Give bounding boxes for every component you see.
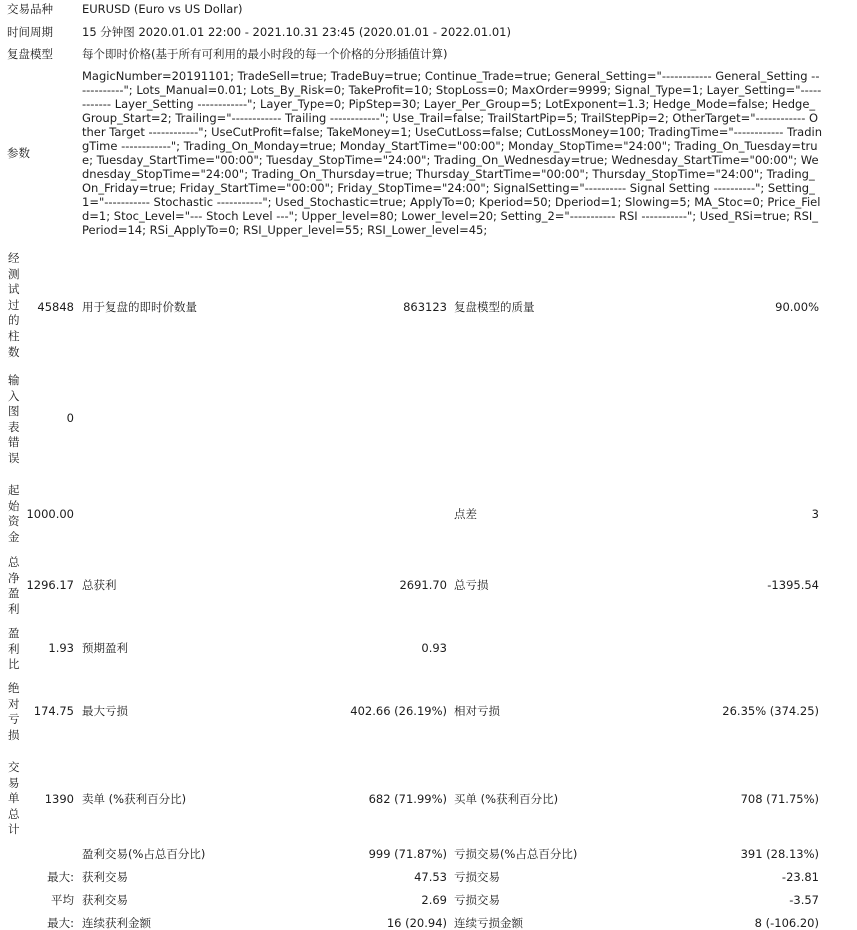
quality-label: 复盘模型的质量	[454, 300, 535, 314]
model-label: 复盘模型	[7, 47, 53, 61]
consecutive-wins-label: 连续获利金额	[82, 916, 151, 930]
deposit-label: 起始资金	[8, 483, 20, 544]
params-value: MagicNumber=20191101; TradeSell=true; TradeBuy=true; Continue_Trade=true; General_Setting="------------ General_Setting ------------"; Lots_Manual=0.01; Lots_By_Risk=0; TakeProfit=10; StopLoss=0; MaxOrder=9999; Signal_Type=1; Layer_Setting="------------ Layer_Setting ------------"; Layer_Type=0; PipStep=30; Layer_Per_Group=5; LotExponent=1.3; Hedge_Mode=false; Hedge_Group_Start=2; Trailing="------------ Trailing ------------"; Use_Trail=false; TrailStartPip=5; TrailStepPip=2; OtherTarget="------------ Other Target ------------"; UseCutProfit=false; TakeMoney=1; UseCutLoss=false; CutLossMoney=100; TradingTime="------------ TradingTime ------------"; Trading_On_Monday=true; Monday_StartTime="00:00"; Monday_StopTime="24:00"; Trading_On_Tuesday=true; Tuesday_StartTime="00:00"; Tuesday_StopTime="24:00"; Trading_On_Wednesday=true; Wednesday_StartTime="00:00"; Wednesday_StopTime="24:00"; Trading_On_Thursday=true; Thursday_StartTime="00:00"; Thursday_StopTime="24:00"; Trading_On_Friday=true; Friday_StartTime="00:00"; Friday_StopTime="24:00"; SignalSetting="---------- Signal Setting ----------"; Setting_1="----------- Stochastic -----------"; Used_Stochastic=true; ApplyTo=0; Kperiod=50; Dperiod=1; Slowing=5; MA_Stoc=0; Price_Field=1; Stoc_Level="--- Stoch Level ---"; Upper_level=80; Lower_level=20; Setting_2="----------- RSI -----------"; Used_RSi=true; RSI_Period=14; RSi_ApplyTo=0; RSI_Upper_level=55; RSI_Lower_level=45;	[82, 69, 822, 237]
bars-label: 经测试过的柱数	[8, 251, 20, 359]
average-profit-value: 2.69	[421, 893, 447, 907]
largest-prefix: 最大:	[47, 870, 74, 884]
model-value: 每个即时价格(基于所有可利用的最小时段的每一个价格的分形插值计算)	[82, 47, 448, 61]
max-drawdown-value: 402.66 (26.19%)	[350, 704, 447, 718]
average-loss-label: 亏损交易	[454, 893, 500, 907]
average-profit-label: 获利交易	[82, 893, 128, 907]
spread-value: 3	[811, 507, 819, 521]
quality-value: 90.00%	[775, 300, 819, 314]
bars-value: 45848	[37, 300, 74, 314]
max-drawdown-label: 最大亏损	[82, 704, 128, 718]
abs-drawdown-value: 174.75	[33, 704, 74, 718]
profit-factor-value: 1.93	[48, 641, 74, 655]
loss-trades-value: 391 (28.13%)	[740, 847, 819, 861]
net-profit-value: 1296.17	[26, 578, 74, 592]
profit-factor-label: 盈利比	[8, 626, 20, 672]
period-label: 时间周期	[7, 25, 53, 39]
deposit-value: 1000.00	[26, 507, 74, 521]
abs-drawdown-label: 绝对亏损	[8, 681, 20, 742]
params-label: 参数	[7, 146, 30, 160]
largest-loss-value: -23.81	[781, 870, 819, 884]
profit-trades-label: 盈利交易(%占总百分比)	[82, 847, 206, 861]
total-trades-value: 1390	[44, 792, 74, 806]
rel-drawdown-label: 相对亏损	[454, 704, 500, 718]
short-trades-value: 682 (71.99%)	[368, 792, 447, 806]
ticks-label: 用于复盘的即时价数量	[82, 300, 197, 314]
gross-loss-value: -1395.54	[767, 578, 819, 592]
expected-payoff-value: 0.93	[421, 641, 447, 655]
spread-label: 点差	[454, 507, 477, 521]
long-trades-label: 买单 (%获利百分比)	[454, 792, 559, 806]
long-trades-value: 708 (71.75%)	[740, 792, 819, 806]
max-consecutive-prefix: 最大:	[47, 916, 74, 930]
consecutive-wins-value: 16 (20.94)	[386, 916, 447, 930]
gross-profit-label: 总获利	[82, 578, 117, 592]
largest-loss-label: 亏损交易	[454, 870, 500, 884]
gross-profit-value: 2691.70	[399, 578, 447, 592]
consecutive-losses-label: 连续亏损金额	[454, 916, 523, 930]
rel-drawdown-value: 26.35% (374.25)	[722, 704, 819, 718]
gross-loss-label: 总亏损	[454, 578, 489, 592]
largest-profit-label: 获利交易	[82, 870, 128, 884]
symbol-label: 交易品种	[7, 2, 53, 16]
loss-trades-label: 亏损交易(%占总百分比)	[454, 847, 578, 861]
symbol-value: EURUSD (Euro vs US Dollar)	[82, 2, 243, 16]
ticks-value: 863123	[403, 300, 447, 314]
largest-profit-value: 47.53	[414, 870, 447, 884]
short-trades-label: 卖单 (%获利百分比)	[82, 792, 187, 806]
period-value: 15 分钟图 2020.01.01 22:00 - 2021.10.31 23:45 (2020.01.01 - 2022.01.01)	[82, 25, 511, 39]
expected-payoff-label: 预期盈利	[82, 641, 128, 655]
total-trades-label: 交易单总计	[8, 760, 20, 837]
chart-errors-label: 输入图表错误	[8, 373, 20, 465]
consecutive-losses-value: 8 (-106.20)	[754, 916, 819, 930]
average-loss-value: -3.57	[789, 893, 819, 907]
chart-errors-value: 0	[66, 411, 74, 425]
net-profit-label: 总净盈利	[8, 555, 20, 616]
profit-trades-value: 999 (71.87%)	[368, 847, 447, 861]
average-prefix: 平均	[51, 893, 74, 907]
